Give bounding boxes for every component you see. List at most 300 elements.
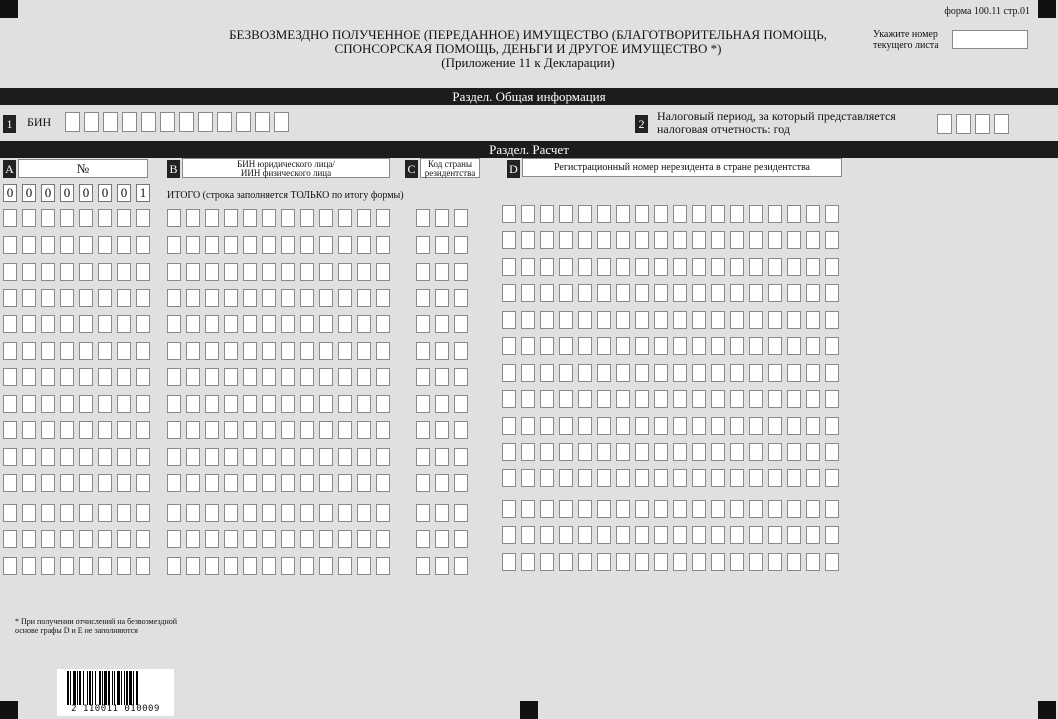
bin-iin-box[interactable] — [186, 315, 200, 333]
row-number-box[interactable] — [98, 395, 112, 413]
reg-number-box[interactable] — [806, 284, 820, 302]
reg-number-box[interactable] — [768, 500, 782, 518]
row-number-box[interactable] — [22, 289, 36, 307]
reg-number-box[interactable] — [597, 337, 611, 355]
reg-number-box[interactable] — [730, 417, 744, 435]
bin-iin-box[interactable] — [262, 263, 276, 281]
reg-number-box[interactable] — [749, 205, 763, 223]
reg-number-box[interactable] — [502, 284, 516, 302]
country-code-box[interactable] — [416, 342, 430, 360]
reg-number-box[interactable] — [768, 258, 782, 276]
row-number-box[interactable] — [3, 474, 17, 492]
bin-iin-box[interactable] — [186, 342, 200, 360]
reg-number-box[interactable] — [578, 417, 592, 435]
bin-iin-box[interactable] — [300, 448, 314, 466]
reg-number-box[interactable] — [616, 417, 630, 435]
country-code-box[interactable] — [454, 263, 468, 281]
bin-iin-box[interactable] — [186, 209, 200, 227]
row-number-box[interactable] — [41, 236, 55, 254]
reg-number-box[interactable] — [730, 205, 744, 223]
reg-number-box[interactable] — [711, 231, 725, 249]
row-number-box[interactable] — [79, 342, 93, 360]
reg-number-box[interactable] — [711, 311, 725, 329]
bin-iin-box[interactable] — [205, 263, 219, 281]
country-code-box[interactable] — [435, 474, 449, 492]
row-number-box[interactable] — [22, 557, 36, 575]
reg-number-box[interactable] — [635, 526, 649, 544]
reg-number-box[interactable] — [616, 258, 630, 276]
reg-number-box[interactable] — [502, 258, 516, 276]
reg-number-box[interactable] — [540, 553, 554, 571]
bin-iin-box[interactable] — [376, 557, 390, 575]
reg-number-box[interactable] — [825, 526, 839, 544]
reg-number-box[interactable] — [654, 284, 668, 302]
bin-iin-box[interactable] — [167, 315, 181, 333]
bin-iin-box[interactable] — [376, 421, 390, 439]
row-number-box[interactable] — [79, 209, 93, 227]
bin-iin-box[interactable] — [338, 421, 352, 439]
reg-number-box[interactable] — [654, 390, 668, 408]
bin-iin-box[interactable] — [167, 474, 181, 492]
row-number-box[interactable] — [60, 474, 74, 492]
reg-number-box[interactable] — [654, 364, 668, 382]
bin-digit-box[interactable] — [274, 112, 289, 132]
reg-number-box[interactable] — [502, 205, 516, 223]
reg-number-box[interactable] — [578, 390, 592, 408]
reg-number-box[interactable] — [806, 417, 820, 435]
reg-number-box[interactable] — [502, 390, 516, 408]
reg-number-box[interactable] — [597, 390, 611, 408]
row-number-box[interactable] — [117, 263, 131, 281]
row-number-box[interactable] — [117, 289, 131, 307]
row-number-box[interactable] — [117, 368, 131, 386]
reg-number-box[interactable] — [521, 553, 535, 571]
row-number-box[interactable] — [136, 395, 150, 413]
bin-iin-box[interactable] — [338, 504, 352, 522]
row-number-box[interactable] — [3, 557, 17, 575]
bin-iin-box[interactable] — [205, 557, 219, 575]
bin-iin-box[interactable] — [167, 342, 181, 360]
bin-iin-box[interactable] — [186, 289, 200, 307]
bin-iin-box[interactable] — [319, 448, 333, 466]
reg-number-box[interactable] — [578, 311, 592, 329]
reg-number-box[interactable] — [540, 311, 554, 329]
bin-iin-box[interactable] — [357, 289, 371, 307]
bin-iin-box[interactable] — [205, 209, 219, 227]
reg-number-box[interactable] — [749, 500, 763, 518]
bin-iin-box[interactable] — [224, 342, 238, 360]
bin-iin-box[interactable] — [243, 530, 257, 548]
row-number-box[interactable] — [22, 368, 36, 386]
row-number-box[interactable] — [79, 448, 93, 466]
row-number-box[interactable] — [3, 448, 17, 466]
row-number-box[interactable] — [22, 315, 36, 333]
reg-number-box[interactable] — [673, 311, 687, 329]
reg-number-box[interactable] — [578, 469, 592, 487]
bin-iin-box[interactable] — [243, 395, 257, 413]
row-number-box[interactable] — [136, 530, 150, 548]
bin-digit-box[interactable] — [141, 112, 156, 132]
row-number-box[interactable] — [117, 448, 131, 466]
row-number-box[interactable] — [117, 474, 131, 492]
row-number-box[interactable] — [3, 209, 17, 227]
row-number-box[interactable] — [79, 236, 93, 254]
bin-iin-box[interactable] — [243, 342, 257, 360]
reg-number-box[interactable] — [559, 284, 573, 302]
row-number-box[interactable] — [3, 421, 17, 439]
year-digit-box[interactable] — [994, 114, 1009, 134]
bin-iin-box[interactable] — [205, 315, 219, 333]
row-number-box[interactable] — [98, 368, 112, 386]
bin-iin-box[interactable] — [357, 342, 371, 360]
row-number-box[interactable] — [79, 530, 93, 548]
reg-number-box[interactable] — [578, 526, 592, 544]
reg-number-box[interactable] — [521, 469, 535, 487]
reg-number-box[interactable] — [616, 553, 630, 571]
country-code-box[interactable] — [454, 342, 468, 360]
reg-number-box[interactable] — [654, 526, 668, 544]
reg-number-box[interactable] — [559, 337, 573, 355]
row-number-box[interactable] — [60, 342, 74, 360]
reg-number-box[interactable] — [692, 311, 706, 329]
row-number-box[interactable] — [79, 421, 93, 439]
reg-number-box[interactable] — [730, 258, 744, 276]
reg-number-box[interactable] — [825, 390, 839, 408]
row-number-box[interactable] — [98, 421, 112, 439]
reg-number-box[interactable] — [825, 417, 839, 435]
reg-number-box[interactable] — [825, 311, 839, 329]
bin-iin-box[interactable] — [186, 530, 200, 548]
row-number-box[interactable] — [98, 236, 112, 254]
country-code-box[interactable] — [416, 209, 430, 227]
bin-iin-box[interactable] — [281, 557, 295, 575]
bin-iin-box[interactable] — [224, 315, 238, 333]
reg-number-box[interactable] — [559, 258, 573, 276]
reg-number-box[interactable] — [673, 390, 687, 408]
reg-number-box[interactable] — [616, 284, 630, 302]
bin-iin-box[interactable] — [300, 474, 314, 492]
reg-number-box[interactable] — [711, 469, 725, 487]
bin-iin-box[interactable] — [167, 209, 181, 227]
reg-number-box[interactable] — [806, 553, 820, 571]
reg-number-box[interactable] — [768, 526, 782, 544]
bin-iin-box[interactable] — [338, 368, 352, 386]
reg-number-box[interactable] — [540, 526, 554, 544]
row-number-box[interactable] — [136, 448, 150, 466]
reg-number-box[interactable] — [521, 364, 535, 382]
row-number-box[interactable] — [79, 263, 93, 281]
reg-number-box[interactable] — [749, 258, 763, 276]
row-number-box[interactable] — [22, 209, 36, 227]
country-code-box[interactable] — [416, 421, 430, 439]
reg-number-box[interactable] — [749, 526, 763, 544]
row-number-box[interactable] — [3, 236, 17, 254]
bin-iin-box[interactable] — [319, 342, 333, 360]
row-number-box[interactable] — [136, 557, 150, 575]
country-code-box[interactable] — [416, 263, 430, 281]
bin-iin-box[interactable] — [376, 263, 390, 281]
bin-iin-box[interactable] — [319, 209, 333, 227]
bin-iin-box[interactable] — [376, 209, 390, 227]
row-number-box[interactable] — [41, 263, 55, 281]
reg-number-box[interactable] — [768, 469, 782, 487]
reg-number-box[interactable] — [616, 469, 630, 487]
country-code-box[interactable] — [435, 342, 449, 360]
bin-iin-box[interactable] — [205, 474, 219, 492]
bin-iin-box[interactable] — [300, 421, 314, 439]
reg-number-box[interactable] — [559, 469, 573, 487]
bin-iin-box[interactable] — [281, 448, 295, 466]
reg-number-box[interactable] — [578, 553, 592, 571]
row-number-box[interactable] — [79, 474, 93, 492]
reg-number-box[interactable] — [559, 231, 573, 249]
row-number-box[interactable] — [41, 448, 55, 466]
country-code-box[interactable] — [416, 448, 430, 466]
row-number-box[interactable] — [136, 263, 150, 281]
row-number-box[interactable] — [79, 504, 93, 522]
reg-number-box[interactable] — [597, 258, 611, 276]
bin-iin-box[interactable] — [300, 236, 314, 254]
country-code-box[interactable] — [435, 263, 449, 281]
reg-number-box[interactable] — [787, 443, 801, 461]
country-code-box[interactable] — [435, 289, 449, 307]
bin-iin-box[interactable] — [357, 236, 371, 254]
reg-number-box[interactable] — [578, 364, 592, 382]
reg-number-box[interactable] — [768, 231, 782, 249]
reg-number-box[interactable] — [654, 311, 668, 329]
reg-number-box[interactable] — [825, 231, 839, 249]
bin-iin-box[interactable] — [243, 474, 257, 492]
row-number-box[interactable] — [3, 315, 17, 333]
bin-iin-box[interactable] — [357, 263, 371, 281]
reg-number-box[interactable] — [711, 258, 725, 276]
bin-digit-box[interactable] — [122, 112, 137, 132]
row-number-box[interactable] — [136, 474, 150, 492]
bin-iin-box[interactable] — [357, 557, 371, 575]
year-digit-box[interactable] — [975, 114, 990, 134]
bin-iin-box[interactable] — [205, 530, 219, 548]
reg-number-box[interactable] — [749, 390, 763, 408]
reg-number-box[interactable] — [597, 205, 611, 223]
reg-number-box[interactable] — [749, 469, 763, 487]
reg-number-box[interactable] — [711, 443, 725, 461]
country-code-box[interactable] — [435, 395, 449, 413]
country-code-box[interactable] — [416, 289, 430, 307]
reg-number-box[interactable] — [711, 205, 725, 223]
reg-number-box[interactable] — [578, 231, 592, 249]
reg-number-box[interactable] — [559, 500, 573, 518]
bin-digit-box[interactable] — [84, 112, 99, 132]
bin-digit-box[interactable] — [198, 112, 213, 132]
row-number-box[interactable] — [60, 557, 74, 575]
row-number-box[interactable] — [136, 342, 150, 360]
bin-iin-box[interactable] — [376, 368, 390, 386]
bin-iin-box[interactable] — [319, 315, 333, 333]
bin-iin-box[interactable] — [281, 315, 295, 333]
bin-iin-box[interactable] — [281, 236, 295, 254]
reg-number-box[interactable] — [711, 553, 725, 571]
reg-number-box[interactable] — [692, 469, 706, 487]
reg-number-box[interactable] — [692, 284, 706, 302]
row-number-box[interactable] — [41, 368, 55, 386]
bin-iin-box[interactable] — [338, 236, 352, 254]
reg-number-box[interactable] — [806, 258, 820, 276]
reg-number-box[interactable] — [654, 553, 668, 571]
reg-number-box[interactable] — [635, 258, 649, 276]
bin-iin-box[interactable] — [338, 530, 352, 548]
reg-number-box[interactable] — [521, 390, 535, 408]
country-code-box[interactable] — [454, 504, 468, 522]
row-number-box[interactable] — [79, 557, 93, 575]
reg-number-box[interactable] — [616, 205, 630, 223]
bin-iin-box[interactable] — [281, 395, 295, 413]
reg-number-box[interactable] — [749, 311, 763, 329]
reg-number-box[interactable] — [540, 469, 554, 487]
bin-iin-box[interactable] — [300, 395, 314, 413]
bin-iin-box[interactable] — [338, 209, 352, 227]
country-code-box[interactable] — [416, 557, 430, 575]
country-code-box[interactable] — [416, 530, 430, 548]
reg-number-box[interactable] — [787, 205, 801, 223]
bin-iin-box[interactable] — [224, 263, 238, 281]
bin-digit-box[interactable] — [103, 112, 118, 132]
bin-iin-box[interactable] — [357, 474, 371, 492]
reg-number-box[interactable] — [673, 231, 687, 249]
row-number-box[interactable] — [41, 474, 55, 492]
reg-number-box[interactable] — [730, 364, 744, 382]
reg-number-box[interactable] — [749, 417, 763, 435]
reg-number-box[interactable] — [502, 364, 516, 382]
bin-iin-box[interactable] — [376, 315, 390, 333]
bin-iin-box[interactable] — [319, 474, 333, 492]
reg-number-box[interactable] — [768, 417, 782, 435]
bin-iin-box[interactable] — [281, 342, 295, 360]
row-number-box[interactable] — [117, 395, 131, 413]
bin-iin-box[interactable] — [376, 289, 390, 307]
row-number-box[interactable] — [117, 530, 131, 548]
bin-iin-box[interactable] — [243, 209, 257, 227]
reg-number-box[interactable] — [559, 390, 573, 408]
country-code-box[interactable] — [416, 315, 430, 333]
reg-number-box[interactable] — [673, 258, 687, 276]
reg-number-box[interactable] — [540, 390, 554, 408]
reg-number-box[interactable] — [768, 311, 782, 329]
reg-number-box[interactable] — [521, 311, 535, 329]
row-number-box[interactable] — [136, 504, 150, 522]
reg-number-box[interactable] — [540, 231, 554, 249]
reg-number-box[interactable] — [711, 500, 725, 518]
country-code-box[interactable] — [454, 236, 468, 254]
bin-iin-box[interactable] — [262, 236, 276, 254]
reg-number-box[interactable] — [673, 500, 687, 518]
reg-number-box[interactable] — [768, 443, 782, 461]
bin-iin-box[interactable] — [319, 421, 333, 439]
bin-iin-box[interactable] — [205, 342, 219, 360]
reg-number-box[interactable] — [502, 231, 516, 249]
reg-number-box[interactable] — [768, 205, 782, 223]
reg-number-box[interactable] — [787, 526, 801, 544]
row-number-box[interactable] — [98, 315, 112, 333]
row-number-box[interactable] — [41, 342, 55, 360]
row-number-box[interactable] — [22, 448, 36, 466]
row-number-box[interactable] — [98, 289, 112, 307]
bin-iin-box[interactable] — [262, 448, 276, 466]
reg-number-box[interactable] — [635, 553, 649, 571]
row-number-box[interactable] — [98, 342, 112, 360]
reg-number-box[interactable] — [806, 231, 820, 249]
reg-number-box[interactable] — [787, 337, 801, 355]
reg-number-box[interactable] — [673, 443, 687, 461]
country-code-box[interactable] — [454, 315, 468, 333]
bin-iin-box[interactable] — [262, 315, 276, 333]
bin-iin-box[interactable] — [319, 289, 333, 307]
reg-number-box[interactable] — [578, 500, 592, 518]
row-number-box[interactable] — [136, 209, 150, 227]
reg-number-box[interactable] — [635, 500, 649, 518]
reg-number-box[interactable] — [711, 526, 725, 544]
reg-number-box[interactable] — [806, 500, 820, 518]
reg-number-box[interactable] — [559, 443, 573, 461]
reg-number-box[interactable] — [768, 337, 782, 355]
reg-number-box[interactable] — [597, 500, 611, 518]
row-number-box[interactable] — [3, 395, 17, 413]
bin-iin-box[interactable] — [376, 342, 390, 360]
country-code-box[interactable] — [454, 368, 468, 386]
bin-iin-box[interactable] — [186, 236, 200, 254]
reg-number-box[interactable] — [806, 390, 820, 408]
bin-iin-box[interactable] — [357, 395, 371, 413]
country-code-box[interactable] — [454, 448, 468, 466]
country-code-box[interactable] — [454, 395, 468, 413]
reg-number-box[interactable] — [597, 417, 611, 435]
bin-iin-box[interactable] — [338, 474, 352, 492]
bin-iin-box[interactable] — [300, 557, 314, 575]
row-number-box[interactable] — [41, 421, 55, 439]
reg-number-box[interactable] — [597, 284, 611, 302]
bin-iin-box[interactable] — [319, 368, 333, 386]
reg-number-box[interactable] — [597, 364, 611, 382]
bin-iin-box[interactable] — [167, 395, 181, 413]
reg-number-box[interactable] — [730, 284, 744, 302]
sheet-number-input[interactable] — [952, 30, 1028, 49]
bin-iin-box[interactable] — [205, 395, 219, 413]
reg-number-box[interactable] — [692, 231, 706, 249]
bin-iin-box[interactable] — [262, 474, 276, 492]
row-number-box[interactable] — [60, 504, 74, 522]
reg-number-box[interactable] — [692, 205, 706, 223]
reg-number-box[interactable] — [540, 205, 554, 223]
bin-iin-box[interactable] — [224, 557, 238, 575]
reg-number-box[interactable] — [540, 500, 554, 518]
row-number-box[interactable] — [3, 368, 17, 386]
reg-number-box[interactable] — [654, 337, 668, 355]
bin-iin-box[interactable] — [300, 263, 314, 281]
reg-number-box[interactable] — [673, 526, 687, 544]
row-number-box[interactable] — [117, 421, 131, 439]
reg-number-box[interactable] — [806, 364, 820, 382]
reg-number-box[interactable] — [635, 311, 649, 329]
bin-iin-box[interactable] — [243, 368, 257, 386]
reg-number-box[interactable] — [502, 443, 516, 461]
row-number-box[interactable] — [60, 289, 74, 307]
reg-number-box[interactable] — [597, 231, 611, 249]
bin-digit-box[interactable] — [65, 112, 80, 132]
reg-number-box[interactable] — [749, 284, 763, 302]
bin-iin-box[interactable] — [205, 368, 219, 386]
bin-digit-box[interactable] — [255, 112, 270, 132]
bin-digit-box[interactable] — [236, 112, 251, 132]
reg-number-box[interactable] — [521, 231, 535, 249]
